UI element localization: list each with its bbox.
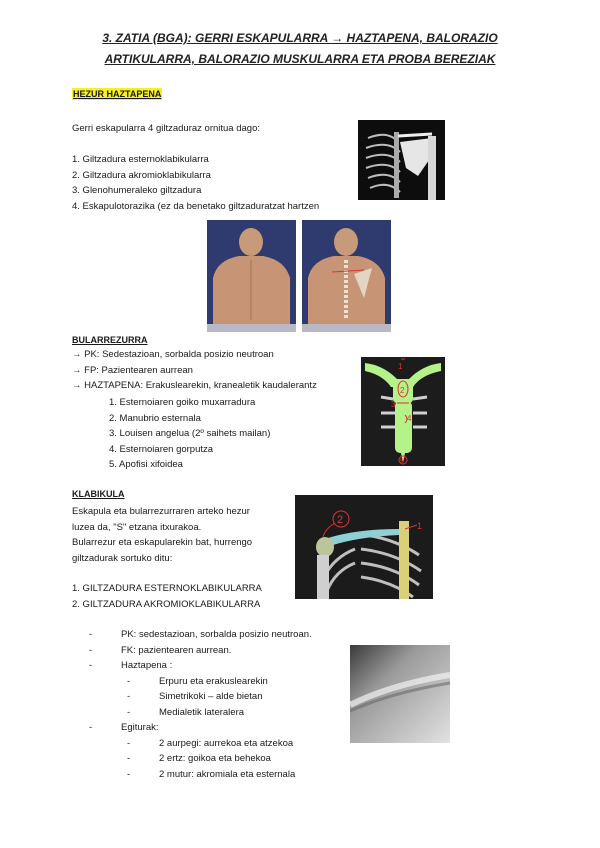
sternum-label-5: 5 — [400, 459, 404, 465]
sternum-label-1: 1 — [398, 362, 403, 371]
klabikula-desc — [72, 504, 252, 566]
list-item: 1. Esternoiaren goiko muxarradura — [109, 397, 256, 408]
title-line-2: ARTIKULARRA, BALORAZIO MUSKULARRA ETA PROBA BEREZIAK — [104, 52, 496, 66]
list-item: 1. Giltzadura esternoklabikularra — [72, 154, 209, 165]
clavicle-3d-image — [295, 495, 433, 599]
sternum-label-2: 2 — [400, 386, 405, 395]
skeleton-shoulder-image — [358, 120, 445, 200]
hezur-intro: Gerri eskapularra 4 giltzaduraz ornitua dago: — [72, 123, 260, 134]
list-item: - Egiturak: — [89, 722, 159, 733]
list-item: - PK: sedestazioan, sorbalda posizio neutroan. — [89, 629, 312, 640]
section-hezur-heading: HEZUR HAZTAPENA — [73, 89, 162, 99]
text-line: Eskapula eta bularrezurraren arteko hezur — [72, 506, 250, 517]
back-photo-1 — [207, 220, 296, 332]
bularrezurra-list — [109, 395, 270, 473]
list-item: → FP: Pazientearen aurrean — [72, 364, 193, 376]
sternum-label-3: 3 — [391, 400, 396, 409]
klabikula-joints — [72, 581, 262, 612]
list-item: → HAZTAPENA: Erakuslearekin, kranealetik kaudalerantz — [72, 380, 317, 391]
list-item: - 2 aurpegi: aurrekoa eta atzekoa — [127, 737, 294, 749]
section-bularrezurra-heading: BULARREZURRA — [72, 335, 148, 345]
bularrezurra-lines — [72, 347, 317, 394]
text-line: Bularrezur eta eskapularekin bat, hurrengo — [72, 537, 253, 548]
back-photo-2 — [302, 220, 391, 332]
list-item: → PK: Sedestazioan, sorbalda posizio neutroan — [72, 349, 274, 360]
list-item: 2. Giltzadura akromioklabikularra — [72, 169, 211, 181]
section-klabikula-heading: KLABIKULA — [72, 489, 125, 499]
list-item: - FK: pazientearen aurrean. — [89, 644, 232, 656]
clavicle-label-1: 1 — [417, 521, 423, 531]
list-item: - 2 mutur: akromiala eta esternala — [127, 768, 296, 780]
clavicle-label-2: 2 — [337, 514, 344, 526]
text-line: giltzadurak sortuko ditu: — [72, 552, 173, 564]
title-line-1: 3. ZATIA (BGA): GERRI ESKAPULARRA → HAZTAPENA, BALORAZIO — [102, 31, 498, 45]
egiturak-sublist — [89, 736, 312, 783]
list-item: 4. Eskapulotorazika (ez da benetako giltzaduratzat hartzen — [72, 200, 320, 212]
list-item: - Medialetik lateralera — [127, 706, 245, 718]
list-item: 3. Glenohumeraleko giltzadura — [72, 185, 202, 196]
haztapena-sublist — [89, 674, 312, 721]
sternum-image — [361, 357, 445, 466]
list-item: - Simetrikoki – alde bietan — [127, 691, 263, 702]
list-item: 3. Louisen angelua (2º saihets mailan) — [109, 428, 271, 439]
page-title — [60, 28, 540, 70]
hezur-list — [72, 152, 319, 214]
klabikula-bullets — [89, 627, 312, 782]
list-item: - Haztapena : — [89, 660, 173, 671]
list-item: 5. Apofisi xifoidea — [109, 459, 183, 470]
list-item: 2. GILTZADURA AKROMIOKLABIKULARRA — [72, 598, 261, 610]
list-item: 4. Esternoiaren gorputza — [109, 443, 214, 455]
list-item: 2. Manubrio esternala — [109, 412, 201, 424]
list-item: - 2 ertz: goikoa eta behekoa — [127, 753, 271, 764]
clavicle-photo — [350, 645, 450, 743]
list-item: 1. GILTZADURA ESTERNOKLABIKULARRA — [72, 583, 262, 594]
sternum-label-4: 4 — [407, 414, 412, 423]
text-line: luzea da, "S" etzana itxurakoa. — [72, 521, 202, 533]
list-item: - Erpuru eta erakuslearekin — [127, 675, 268, 687]
